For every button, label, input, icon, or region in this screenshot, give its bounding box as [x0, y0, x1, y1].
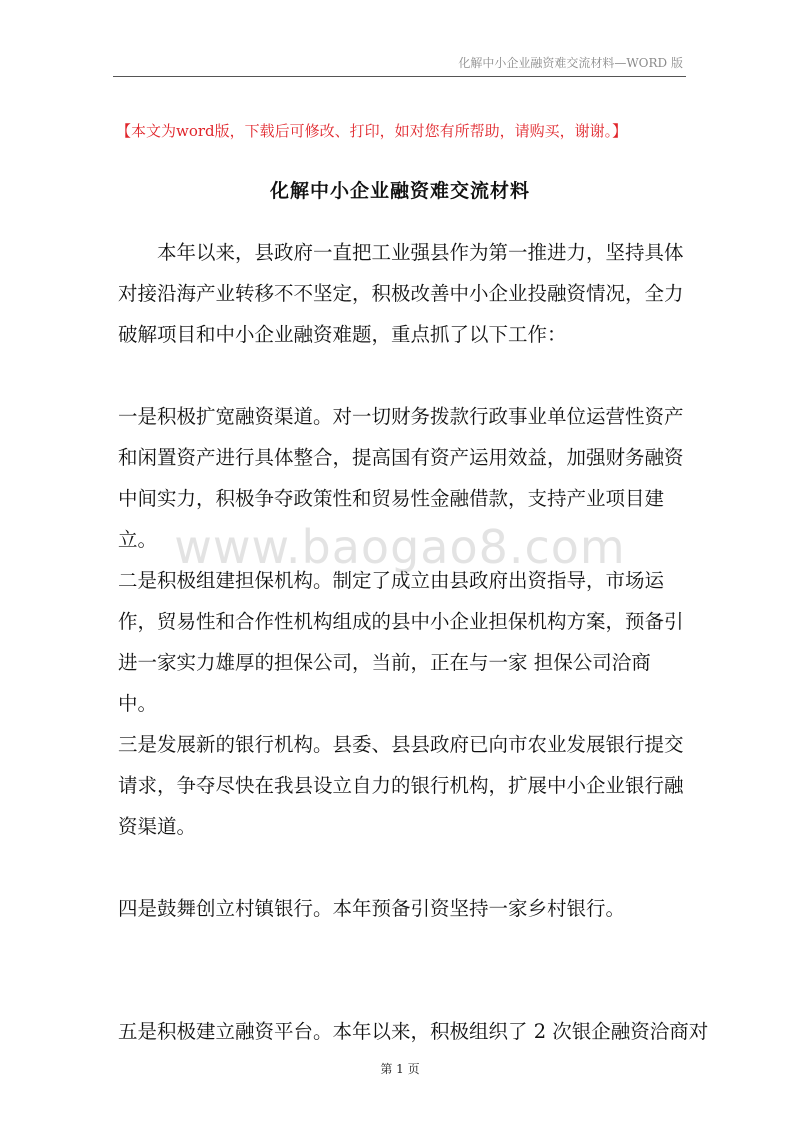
- paragraph-financing-channels: 一是积极扩宽融资渠道。对一切财务拨款行政事业单位运营性资产和闲置资产进行具体整合，提高国有资产运用效益，加强财务融资中间实力，积极争夺政策性和贸易性金融借款，支持产业项目建立。: [118, 405, 684, 551]
- document-title: 化解中小企业融资难交流材料: [269, 180, 530, 202]
- paragraph-new-bank: 三是发展新的银行机构。县委、县县政府已向市农业发展银行提交请求，争夺尽快在我县设立自力的银行机构，扩展中小企业银行融资渠道。: [118, 733, 684, 838]
- download-notice: 【本文为word版，下载后可修改、打印，如对您有所帮助，请购买，谢谢。】: [116, 122, 628, 140]
- watermark: www.baogao8.com: [174, 520, 626, 574]
- page-number: 第 1 页: [380, 1062, 420, 1076]
- header-divider: [113, 76, 686, 77]
- running-header: 化解中小企业融资难交流材料—WORD 版: [458, 56, 683, 70]
- paragraph-intro: 本年以来，县政府一直把工业强县作为第一推进力，坚持具体对接沿海产业转移不不坚定，积极改善中小企业投融资情况，全力破解项目和中小企业融资难题，重点抓了以下工作：: [118, 241, 684, 346]
- paragraph-financing-platform: 五是积极建立融资平台。本年以来，积极组织了 2 次银企融资洽商对: [118, 1020, 709, 1043]
- paragraph-guarantee-agency: 二是积极组建担保机构。制定了成立由县政府出资指导，市场运作，贸易性和合作性机构组成的县中小企业担保机构方案，预备引进一家实力雄厚的担保公司，当前，正在与一家 担保公司洽商中。: [118, 569, 684, 715]
- paragraph-village-bank: 四是鼓舞创立村镇银行。本年预备引资坚持一家乡村银行。: [118, 897, 626, 920]
